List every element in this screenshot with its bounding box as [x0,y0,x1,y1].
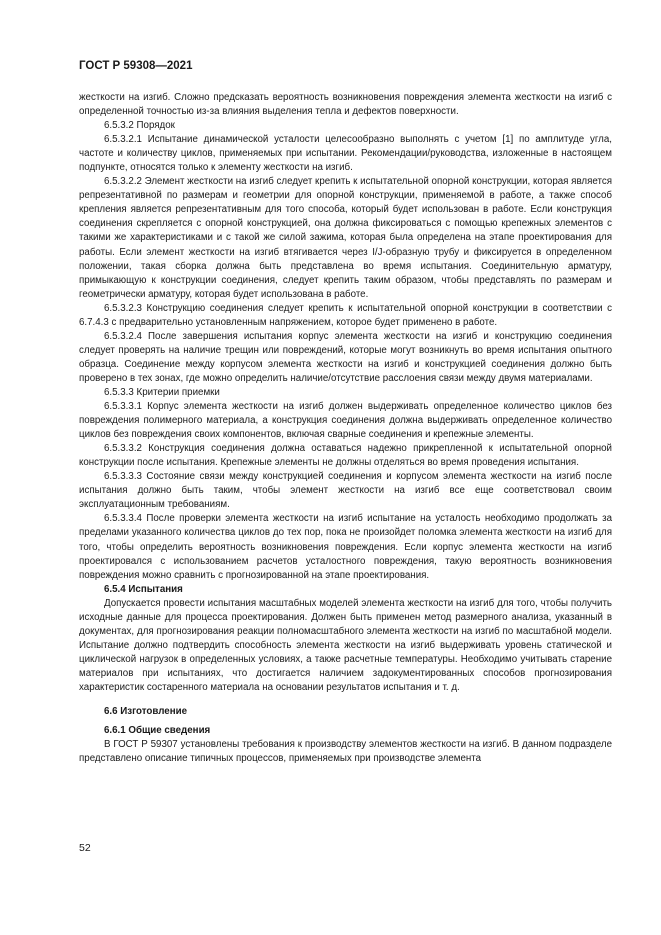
document-body [79,91,612,766]
paragraph-6-5-3-3-2: 6.5.3.3.2 Конструкция соединения должна оставаться надежно прикрепленной к испытательной опорной конструкции после испытания. Крепежные элементы не должны отделяться во время проведения испытания. [79,443,612,469]
paragraph-6-5-3-2-3: 6.5.3.2.3 Конструкцию соединения следует крепить к испытательной опорной конструкции в соответствии с 6.7.4.3 с предварительно установленным напряжением, которое будет применено в работе. [79,302,612,328]
section-heading-6-6-1: 6.6.1 Общие сведения [104,725,211,737]
paragraph-tests: Допускается провести испытания масштабных моделей элемента жесткости на изгиб для того, чтобы получить исходные данные для процесса проектирования. Должен быть применен метод размерного анализа, указанный в документах, для прогнозирования реакции полномасштабного элемента жесткости на изгиб по масштабной модели. Испытание должно подтвердить способность элемента жесткости на изгиб выдерживать уровень статической и циклической нагрузок в определенных условиях, а также расчетные температуры. Необходимо учитывать старение материалов при испытаниях, что достигается наличием задокументированных способов прогнозирования характеристик состаренного материала на основании результатов испытания и т. д. [79,597,612,693]
page-number: 52 [79,842,91,854]
document-header: ГОСТ Р 59308—2021 [79,60,193,72]
paragraph-6-5-3-3-3: 6.5.3.3.3 Состояние связи между конструкцией соединения и корпусом элемента жесткости на изгиб после испытания должно быть таким, чтобы элемент жесткости на изгиб все еще соответствовал своим эксплуатационным требованиям. [79,471,612,511]
paragraph-general: В ГОСТ Р 59307 установлены требования к производству элементов жесткости на изгиб. В данном подразделе представлено описание типичных процессов, применяемых при производстве элемента [79,739,612,765]
subsection-heading-acceptance: 6.5.3.3 Критерии приемки [104,386,220,398]
section-heading-6-5-4: 6.5.4 Испытания [104,583,183,595]
paragraph-6-5-3-2-1: 6.5.3.2.1 Испытание динамической усталости целесообразно выполнять с учетом [1] по амплитуде угла, частоте и количеству циклов, применяемых при испытании. Рекомендации/руководства, изложенные в настоящем подпункте, относятся только к элементу жесткости на изгиб. [79,134,612,174]
paragraph-6-5-3-2-4: 6.5.3.2.4 После завершения испытания корпус элемента жесткости на изгиб и конструкцию соединения следует проверять на наличие трещин или повреждений, которые могут возникнуть во время испытания опытного образца. Соединение между корпусом элемента жесткости на изгиб и конструкцией соединения должно быть проверено в тех зонах, где можно определить наличие/отсутствие расслоения связи между двумя материалами. [79,330,612,384]
subsection-heading-procedure: 6.5.3.2 Порядок [104,120,175,132]
paragraph-6-5-3-3-4: 6.5.3.3.4 После проверки элемента жесткости на изгиб испытание на усталость необходимо продолжать за пределами указанного количества циклов до тех пор, пока не произойдет поломка элемента жесткости на изгиб для того, чтобы определить вероятность возникновения повреждения. Если корпус элемента жесткости на изгиб проектировался с использованием расчетов усталостного повреждения, такую вероятность возникновения повреждения можно сравнить с прогнозированной на этапе проектирования. [79,513,612,581]
section-heading-6-6: 6.6 Изготовление [104,706,188,718]
paragraph-6-5-3-3-1: 6.5.3.3.1 Корпус элемента жесткости на изгиб должен выдерживать определенное количество циклов без повреждения полимерного материала, а конструкция соединения должна выдерживать определенное количество циклов без повреждения своих компонентов, включая сварные соединения и крепежные элементы. [79,401,612,441]
paragraph-continuation: жесткости на изгиб. Сложно предсказать вероятность возникновения повреждения элемента жесткости на изгиб с определенной точностью из-за влияния выделения тепла и дефектов поверхности. [79,92,612,118]
paragraph-6-5-3-2-2: 6.5.3.2.2 Элемент жесткости на изгиб следует крепить к испытательной опорной конструкции, которая является репрезентативной по размерам и геометрии для опорной конструкции, применяемой в работе, а также способ крепления является репрезентативным для того способа, который будет использован в работе. Если конструкция соединения скрепляется с опорной конструкцией, она должна фиксироваться с помощью крепежных элементов с такими же характеристиками и с такой же силой зажима, которая была определена на этапе проектирования для работы. Если элемент жесткости на изгиб втягивается через I/J-образную трубу и фиксируется в определенном положении, такая сборка должна быть представлена во время испытания. Соединительную арматуру, примыкающую к конструкции соединения, следует крепить таким образом, чтобы представлять по размерам и геометрически арматуру, которая будет использована в работе. [79,176,612,300]
